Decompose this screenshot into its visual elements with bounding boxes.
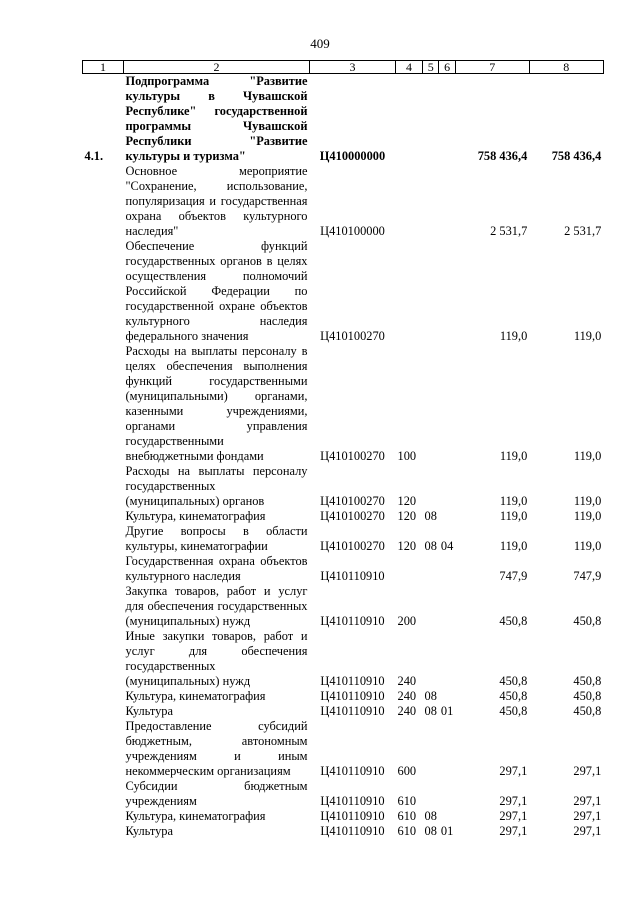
amount-year-2: 450,8 [573,689,602,703]
subsection-code: 01 [440,824,454,838]
amount-year-1: 450,8 [499,674,528,688]
column-header: 2 [124,61,310,74]
amount-year-1: 119,0 [499,494,528,508]
amount-year-2: 450,8 [573,674,602,688]
amount-year-1: 297,1 [499,824,528,838]
subsection-code [439,239,455,344]
row-number [83,164,124,239]
column-header: 8 [529,61,603,74]
expense-name: Культура [125,824,173,838]
column-header: 5 [423,61,439,74]
amount-year-2: 297,1 [573,764,602,778]
section-code [423,164,439,239]
amount-year-1: 119,0 [499,539,528,553]
section-code [423,554,439,584]
table-row [83,464,604,509]
expense-name: Предоставление субсидий бюджетным, автономным учреждениям и иным некоммерческим организациям [125,719,308,778]
expense-name: Подпрограмма "Развитие культуры в Чувашской Республике" государственной программы Чувашской Республики "Развитие культуры и туризма" [125,74,308,163]
target-article-code: Ц410110910 [320,794,385,808]
expense-name: Расходы на выплаты персоналу в целях обеспечения выполнения функций государственными (муниципальными) органами, казенными учреждениями, органами управления государственными внебюджетными фондами [125,344,308,463]
expense-name: Иные закупки товаров, работ и услуг для обеспечения государственных (муниципальных) нужд [125,629,308,688]
column-header: 7 [455,61,529,74]
amount-year-1: 297,1 [499,794,528,808]
amount-year-1: 450,8 [499,614,528,628]
target-article-code: Ц410110910 [320,569,385,583]
expense-type-code: 120 [397,539,417,553]
row-number [83,689,124,704]
table-row [83,719,604,779]
section-code: 08 [424,809,437,823]
target-article-code: Ц410100270 [320,539,385,553]
amount-year-1: 297,1 [499,809,528,823]
subsection-code [439,164,455,239]
target-article-code: Ц410100270 [320,509,385,523]
amount-year-2: 119,0 [573,494,602,508]
table-row [83,344,604,464]
section-code [423,239,439,344]
expense-name: Культура, кинематография [125,509,266,523]
amount-year-1: 119,0 [499,329,528,343]
expense-type-code: 120 [397,509,417,523]
amount-year-1: 2 531,7 [490,224,528,238]
expense-name: Закупка товаров, работ и услуг для обеспечения государственных (муниципальных) нужд [125,584,308,628]
row-number [83,719,124,779]
amount-year-2: 747,9 [573,569,602,583]
budget-table [82,60,604,839]
target-article-code: Ц410100270 [320,494,385,508]
target-article-code: Ц410110910 [320,824,385,838]
row-number [83,584,124,629]
amount-year-2: 450,8 [573,704,602,718]
section-code [423,779,439,809]
table-row [83,524,604,554]
target-article-code: Ц410110910 [320,809,385,823]
expense-type-code: 200 [397,614,417,628]
table-body [83,74,604,840]
table-row [83,584,604,629]
section-code: 08 [424,824,437,838]
expense-name: Расходы на выплаты персоналу государственных (муниципальных) органов [125,464,308,508]
expense-name: Культура, кинематография [125,809,266,823]
expense-name: Культура, кинематография [125,689,266,703]
table-row [83,74,604,165]
amount-year-2: 119,0 [573,329,602,343]
subsection-code [439,779,455,809]
row-number [83,824,124,839]
section-code: 08 [424,509,437,523]
column-header: 3 [310,61,396,74]
row-number [83,809,124,824]
row-number [83,779,124,809]
subsection-code: 01 [440,704,454,718]
subsection-code [439,584,455,629]
amount-year-1: 450,8 [499,689,528,703]
section-code: 08 [424,689,437,703]
expense-name: Обеспечение функций государственных органов в целях осуществления полномочий Российской Федерации по государственной охране объектов культурного наследия федерального значения [125,239,308,343]
amount-year-2: 758 436,4 [551,149,602,163]
section-code [423,584,439,629]
expense-name: Государственная охрана объектов культурного наследия [125,554,308,583]
section-code [423,344,439,464]
subsection-code [439,554,455,584]
subsection-code [439,719,455,779]
expense-name: Субсидии бюджетным учреждениям [125,779,308,808]
subsection-code [439,689,455,704]
amount-year-1: 297,1 [499,764,528,778]
expense-name: Другие вопросы в области культуры, кинематографии [125,524,308,553]
page-number: 409 [310,36,330,51]
subsection-code [439,344,455,464]
section-code: 08 [424,539,437,553]
table-header [83,61,604,74]
subsection-code [439,509,455,524]
section-code [423,719,439,779]
amount-year-1: 119,0 [499,449,528,463]
target-article-code: Ц410110910 [320,704,385,718]
expense-type-code: 610 [397,809,417,823]
target-article-code: Ц410110910 [320,764,385,778]
amount-year-2: 297,1 [573,824,602,838]
expense-name: Основное мероприятие "Сохранение, использование, популяризация и государственная охрана объектов культурного наследия" [125,164,308,238]
amount-year-1: 758 436,4 [477,149,528,163]
row-number [83,509,124,524]
target-article-code: Ц410110910 [320,674,385,688]
target-article-code: Ц410100000 [320,224,385,238]
expense-type-code [396,74,423,165]
expense-type-code: 240 [397,689,417,703]
row-number [83,239,124,344]
amount-year-1: 119,0 [499,509,528,523]
subsection-code [439,464,455,509]
amount-year-2: 2 531,7 [564,224,602,238]
amount-year-1: 450,8 [499,704,528,718]
amount-year-2: 119,0 [573,539,602,553]
target-article-code: Ц410110910 [320,689,385,703]
amount-year-2: 297,1 [573,809,602,823]
amount-year-2: 119,0 [573,509,602,523]
table-row [83,509,604,524]
expense-name: Культура [125,704,173,718]
subsection-code [439,809,455,824]
table-row [83,554,604,584]
amount-year-1: 747,9 [499,569,528,583]
amount-year-2: 297,1 [573,794,602,808]
row-number [83,524,124,554]
column-header: 6 [439,61,455,74]
subsection-code: 04 [440,539,454,553]
expense-type-code [396,554,423,584]
row-number: 4.1. [84,149,104,163]
section-code [423,74,439,165]
row-number [83,554,124,584]
table-row [83,824,604,839]
expense-type-code: 120 [397,494,417,508]
amount-year-2: 119,0 [573,449,602,463]
target-article-code: Ц410100270 [320,449,385,463]
row-number [83,629,124,689]
table-row [83,779,604,809]
section-code [423,464,439,509]
row-number [83,704,124,719]
table-row [83,629,604,689]
section-code: 08 [424,704,437,718]
target-article-code: Ц410000000 [319,149,386,163]
expense-type-code: 600 [397,764,417,778]
expense-type-code: 240 [397,674,417,688]
column-header: 4 [396,61,423,74]
table-row [83,809,604,824]
target-article-code: Ц410100270 [320,329,385,343]
expense-type-code: 610 [397,824,417,838]
expense-type-code: 100 [397,449,417,463]
section-code [423,629,439,689]
expense-type-code [396,164,423,239]
amount-year-2: 450,8 [573,614,602,628]
subsection-code [439,629,455,689]
target-article-code: Ц410110910 [320,614,385,628]
row-number [83,344,124,464]
expense-type-code [396,239,423,344]
column-header: 1 [83,61,124,74]
table-row [83,704,604,719]
table-row [83,689,604,704]
table-row [83,239,604,344]
expense-type-code: 240 [397,704,417,718]
subsection-code [439,74,455,165]
row-number [83,464,124,509]
expense-type-code: 610 [397,794,417,808]
table-row [83,164,604,239]
